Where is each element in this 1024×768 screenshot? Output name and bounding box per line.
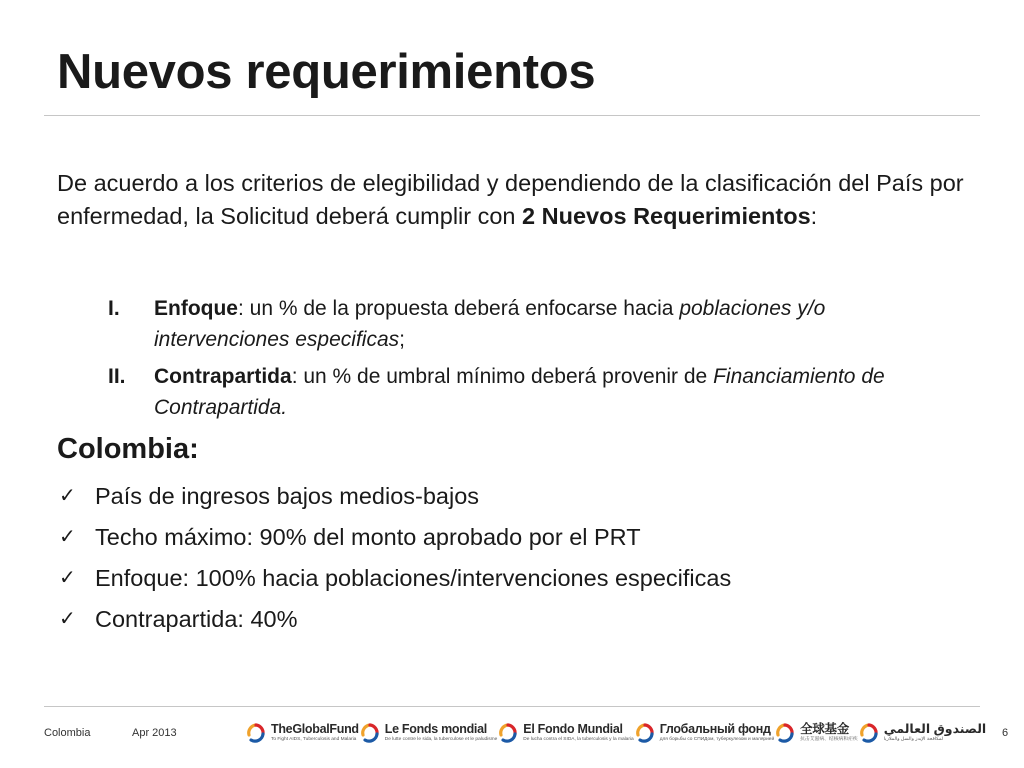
- intro-text: De acuerdo a los criterios de elegibilidad y dependiendo de la clasificación del País por enfermedad, la Solicitud deberá cumplir con: [57, 170, 964, 229]
- slide-title: Nuevos requerimientos: [57, 45, 596, 99]
- logo-name: TheGlobalFund: [271, 722, 359, 737]
- logo-name: Le Fonds mondial: [384, 722, 487, 737]
- requirements-list: [108, 293, 948, 429]
- global-fund-logo: [245, 722, 359, 744]
- requirement-end: ;: [399, 328, 405, 351]
- global-fund-swirl-icon: [359, 722, 381, 744]
- check-item-text: Techo máximo: 90% del monto aprobado por el PRT: [95, 524, 641, 550]
- logo-tagline: De lutte contre le sida, la tuberculose et le paludisme: [384, 736, 498, 742]
- check-item: [57, 517, 957, 558]
- intro-bold: 2 Nuevos Requerimientos: [522, 203, 811, 229]
- logo-tagline: لمكافحة الإيدز والسل والملاريا: [883, 736, 944, 742]
- title-divider: [44, 115, 980, 116]
- check-item-text: Contrapartida: 40%: [95, 606, 298, 632]
- check-item: [57, 476, 957, 517]
- global-fund-swirl-icon: [774, 722, 796, 744]
- checkmark-icon: ✓: [59, 567, 76, 589]
- requirement-text: : un % de la propuesta deberá enfocarse hacia: [238, 297, 680, 320]
- check-item: [57, 558, 957, 599]
- requirement-numeral: I.: [108, 297, 120, 320]
- global-fund-logo: [858, 722, 986, 744]
- requirement-numeral: II.: [108, 365, 126, 388]
- intro-paragraph: [57, 167, 977, 233]
- intro-end: :: [810, 203, 818, 229]
- checkmark-icon: ✓: [59, 485, 76, 507]
- check-item-text: País de ingresos bajos medios-bajos: [95, 483, 480, 509]
- global-fund-swirl-icon: [858, 722, 880, 744]
- global-fund-logo: [774, 722, 858, 744]
- requirement-italic: Financiamiento de Contrapartida.: [154, 365, 885, 419]
- check-list: [57, 476, 957, 640]
- check-item: [57, 599, 957, 640]
- checkmark-icon: ✓: [59, 608, 76, 630]
- requirement-item: [108, 361, 948, 423]
- global-fund-swirl-icon: [497, 722, 519, 744]
- logo-name: الصندوق العالمي: [883, 722, 987, 737]
- global-fund-logo: [634, 722, 774, 744]
- page-number: 6: [1002, 727, 1009, 739]
- requirement-item: [108, 293, 948, 355]
- requirement-term: Contrapartida: [154, 365, 292, 388]
- logo-tagline: 抗击艾滋病、结核病和疟疾: [800, 736, 858, 742]
- checkmark-icon: ✓: [59, 526, 76, 548]
- logo-tagline: De lucha contra el SIDA, la tuberculosis y la malaria: [523, 736, 634, 742]
- global-fund-logo-strip: [245, 718, 985, 748]
- logo-tagline: To Fight AIDS, Tuberculosis and Malaria: [271, 736, 357, 742]
- global-fund-swirl-icon: [634, 722, 656, 744]
- global-fund-logo: [497, 722, 633, 744]
- global-fund-swirl-icon: [245, 722, 267, 744]
- footer-country: Colombia: [44, 727, 91, 739]
- global-fund-logo: [359, 722, 498, 744]
- footer-divider: [44, 706, 980, 707]
- footer-date: Apr 2013: [132, 727, 177, 739]
- country-heading: Colombia:: [57, 433, 199, 465]
- check-item-text: Enfoque: 100% hacia poblaciones/intervenciones especificas: [95, 565, 732, 591]
- logo-name: El Fondo Mundial: [523, 722, 623, 737]
- logo-name: Глобальный фонд: [659, 722, 771, 737]
- logo-tagline: для борьбы со СПИДом, туберкулезом и малярией: [659, 736, 775, 742]
- requirement-term: Enfoque: [154, 297, 238, 320]
- logo-name: 全球基金: [800, 722, 849, 737]
- requirement-text: : un % de umbral mínimo deberá provenir de: [291, 365, 714, 388]
- requirement-italic: poblaciones y/o intervenciones especificas: [154, 297, 826, 351]
